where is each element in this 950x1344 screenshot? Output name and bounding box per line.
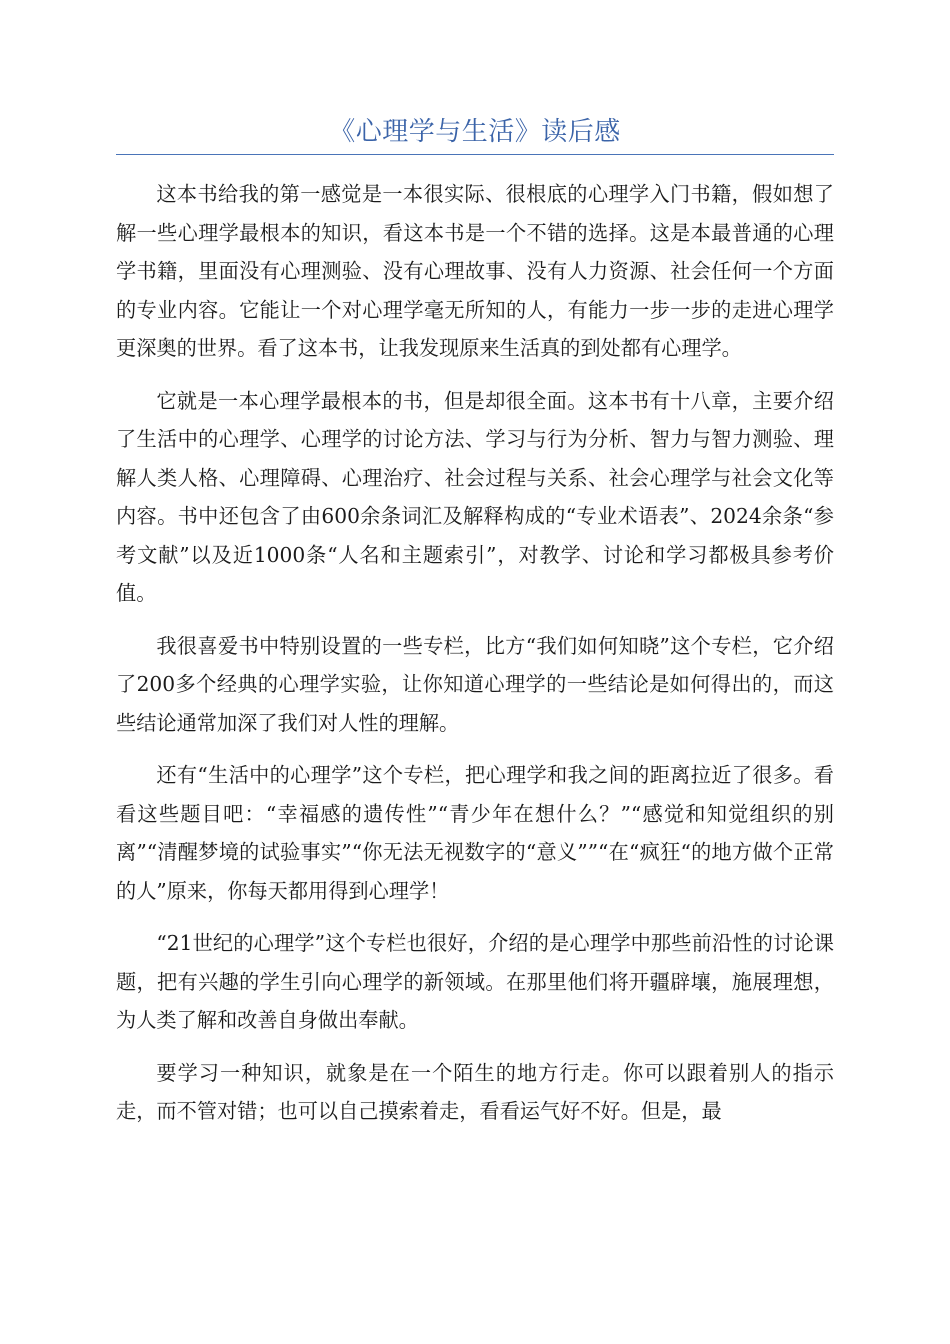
document-title: 《心理学与生活》读后感: [329, 117, 621, 147]
document-body: [116, 175, 834, 1131]
paragraph-2: 它就是一本心理学最根本的书，但是却很全面。这本书有十八章，主要介绍了生活中的心理学、心理学的讨论方法、学习与行为分析、智力与智力测验、理解人类人格、心理障碍、心理治疗、社会过程与关系、社会心理学与社会文化等内容。书中还包含了由600余条词汇及解释构成的“专业术语表”、2024余条“参考文献”以及近1000条“人名和主题索引”，对教学、讨论和学习都极具参考价值。: [116, 388, 834, 605]
paragraph-5: “21世纪的心理学”这个专栏也很好，介绍的是心理学中那些前沿性的讨论课题，把有兴趣的学生引向心理学的新领域。在那里他们将开疆辟壤，施展理想，为人类了解和改善自身做出奉献。: [116, 931, 834, 1032]
paragraph-3: 我很喜爱书中特别设置的一些专栏，比方“我们如何知晓”这个专栏，它介绍了200多个经典的心理学实验，让你知道心理学的一些结论是如何得出的，而这些结论通常加深了我们对人性的理解。: [116, 633, 834, 735]
paragraph-1: 这本书给我的第一感觉是一本很实际、很根底的心理学入门书籍，假如想了解一些心理学最根本的知识，看这本书是一个不错的选择。这是本最普通的心理学书籍，里面没有心理测验、没有心理故事、没有人力资源、社会任何一个方面的专业内容。它能让一个对心理学毫无所知的人，有能力一步一步的走进心理学更深奥的世界。看了这本书，让我发现原来生活真的到处都有心理学。: [116, 182, 834, 360]
title-underline: [116, 154, 834, 155]
paragraph-4: 还有“生活中的心理学”这个专栏，把心理学和我之间的距离拉近了很多。看看这些题目吧：“幸福感的遗传性”“青少年在想什么？”“感觉和知觉组织的别离”“清醒梦境的试验事实”“你无法无视数字的“意义””“在“疯狂“的地方做个正常的人”原来，你每天都用得到心理学！: [116, 763, 834, 903]
paragraph-6: 要学习一种知识，就象是在一个陌生的地方行走。你可以跟着别人的指示走，而不管对错；也可以自己摸索着走，看看运气好不好。但是，最: [116, 1060, 834, 1123]
document-page: [116, 112, 834, 1145]
